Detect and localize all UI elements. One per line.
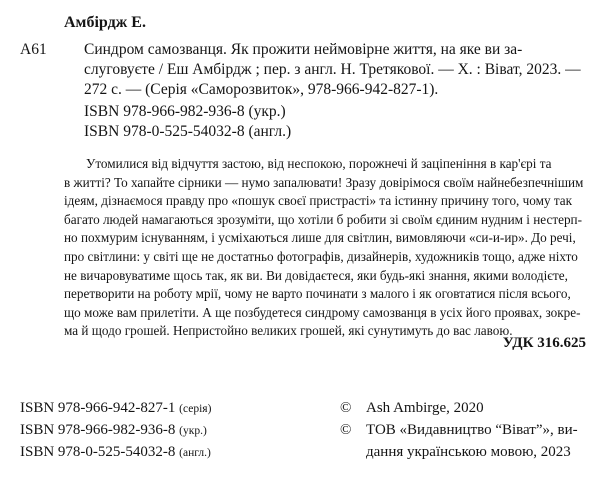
copyright-author <box>340 398 484 418</box>
udk-code: УДК 316.625 <box>502 335 586 351</box>
isbn-eng-bottom <box>20 442 211 463</box>
abstract-paragraph <box>64 155 594 341</box>
abstract-line: ма й щодо грошей. Непристойно великих грошей, які сунутимуть до вас лавою. <box>64 323 513 339</box>
abstract-line: ідеям, дізнаємося правду про «пошук своєї пристрасті» та істинну причину того, чому так <box>64 193 573 209</box>
abstract-line: що може вам прилетіти. А ще позбудетеся синдрому самозванця в усіх його проявах, зокре- <box>64 304 581 320</box>
bibliographic-entry <box>84 40 594 100</box>
copyright-icon: © <box>340 400 352 416</box>
isbn-number: ISBN 978-966-982-936-8 <box>20 422 176 438</box>
abstract-line: Утомилися від відчуття застою, від неспокою, порожнечі й заціпеніння в кар'єрі та <box>86 156 552 171</box>
copyright-author-text: Ash Ambirge, 2020 <box>366 400 484 416</box>
copyright-publisher-cont: дання українською мовою, 2023 <box>366 444 571 460</box>
entry-line: 272 с. — (Серія «Саморозвиток», 978-966-942-827-1). <box>84 81 439 98</box>
isbn-note: (укр.) <box>179 425 207 437</box>
abstract-line: про світлини: у світі ще не достатньо фотографів, дизайнерів, художників тощо, адже ніхто <box>64 248 578 264</box>
entry-line: слуговуєте / Еш Амбірдж ; пер. з англ. Н. Третякової. — Х. : Віват, 2023. — <box>84 61 581 78</box>
isbn-note: (серія) <box>179 403 212 415</box>
abstract-line: в житті? То хапайте сірники — нумо запалювати! Зразу довірімося своїм найнебезпечнішим <box>64 174 584 190</box>
catalog-index-code: А61 <box>20 41 47 58</box>
abstract-line: но похмурим існуванням, і усміхаються лише для світлин, вимовляючи «си-и-ир». До речі, <box>64 230 576 246</box>
abstract-line: багато людей намагаються зрозуміти, що хотіли б робити зі своїм єдиним нудним і нестерп- <box>64 211 583 227</box>
copyright-publisher <box>340 420 578 440</box>
isbn-number: ISBN 978-0-525-54032-8 <box>20 444 176 460</box>
copyright-publisher-text: ТОВ «Видавництво “Віват”», ви- <box>366 422 578 438</box>
copyright-icon: © <box>340 422 352 438</box>
isbn-series <box>20 398 211 419</box>
isbn-ukr-bottom <box>20 420 207 441</box>
abstract-line: перетворити на роботу мрії, чому не варто починати з малого і як оговтатися після всього, <box>64 286 571 302</box>
abstract-line: не вичаровуватиме щось так, як ви. Ви довідаєтеся, яки будь-які знання, якими володієте, <box>64 267 568 283</box>
author-heading: Амбірдж Е. <box>64 14 146 31</box>
isbn-eng: ISBN 978-0-525-54032-8 (англ.) <box>84 123 292 140</box>
isbn-ukr: ISBN 978-966-982-936-8 (укр.) <box>84 103 286 120</box>
isbn-note: (англ.) <box>179 447 211 459</box>
entry-line: Синдром самозванця. Як прожити неймовірне життя, на яке ви за- <box>84 41 523 58</box>
isbn-number: ISBN 978-966-942-827-1 <box>20 400 176 416</box>
